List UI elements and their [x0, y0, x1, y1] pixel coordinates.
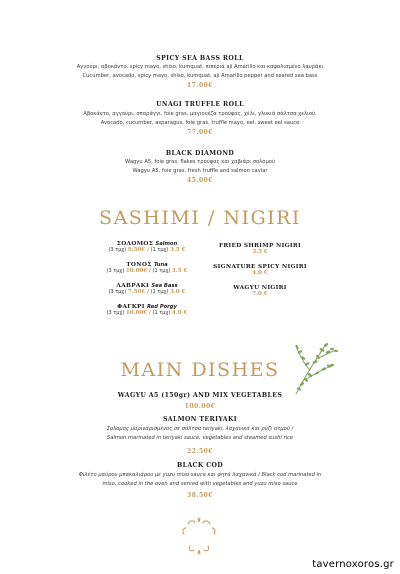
dish-price: 17.00€	[187, 82, 213, 89]
price: 10.00€	[125, 310, 148, 316]
price: 3.5 €	[169, 247, 186, 253]
nigiri-name: SIGNATURE SPICY NIGIRI	[213, 264, 307, 270]
nigiri-item	[200, 285, 320, 297]
dish-name: BLACK DIAMOND	[165, 150, 235, 157]
nigiri-name: WAGYU NIGIRI	[233, 285, 287, 291]
separator: /	[148, 310, 151, 316]
section-title-sashimi: SASHIMI / NIGIRI	[99, 207, 301, 229]
dish-desc-en: Wagyu A5, foie gras, fresh truffle and salmon caviar	[132, 168, 268, 174]
price: 7.50€	[127, 289, 146, 295]
dish-price: 45.00€	[187, 177, 213, 184]
dish-desc-gr: Wagyu A5, foie gras, flakes τρούφας και χαβιάρι σολομού	[125, 159, 275, 165]
sashimi-sub: Sea Bass	[151, 283, 178, 289]
sashimi-sub: Tuna	[153, 262, 168, 268]
nigiri-item	[200, 264, 320, 276]
sashimi-item	[92, 283, 202, 295]
dish-desc-en: Avocado, cucumber, asparagus, foie gras, truffle mayo, eel, sweet eel sauce	[100, 120, 300, 126]
separator: /	[146, 289, 149, 295]
qty-label: (1 τμχ)	[150, 247, 169, 253]
dish-desc-en: Salmon marinated in teriyaki sauce, vegetables and steamed sushi rice	[106, 435, 294, 441]
qty-label: (3 τμχ)	[108, 247, 127, 253]
ornament-icon	[178, 516, 220, 556]
sashimi-name: ΦΑΓΚΡΙ	[117, 304, 145, 310]
dish-price: 38.50€	[187, 492, 213, 499]
qty-label: (3 τμχ)	[106, 310, 125, 316]
watermark-text: tavernoxoros.gr	[312, 559, 394, 570]
separator: /	[146, 247, 149, 253]
sashimi-name: ΛΑΒΡΑΚΙ	[116, 283, 150, 289]
qty-label: (1 τμχ)	[150, 289, 169, 295]
price: 3.5 €	[171, 268, 188, 274]
qty-label: (1 τμχ)	[152, 310, 171, 316]
dish-name: UNAGI TRUFFLE ROLL	[156, 101, 244, 108]
dish-desc-gr: Σολομός μαριναρισμένος σε σάλτσα teriyaki, λαχανικά και ρύζι ατμού /	[106, 426, 294, 432]
nigiri-price: 7.0 €	[252, 291, 268, 297]
dish-desc-en: miso, cooked in the oven and served with vegetables and yuzu miso sauce	[102, 481, 298, 487]
sashimi-name: ΣΟΛΟΜΟΣ	[116, 241, 154, 247]
dish-name: BLACK COD	[176, 462, 224, 469]
price: 4.0 €	[171, 310, 188, 316]
nigiri-price: 3.5 €	[252, 249, 268, 255]
nigiri-price: 4.0 €	[252, 270, 268, 276]
dish-name: SALMON TERIYAKI	[162, 416, 238, 423]
sashimi-item	[92, 241, 202, 253]
separator: /	[148, 268, 151, 274]
dish-price: 100.00€	[184, 403, 216, 410]
dish-desc-gr: Αγγούρι, αβοκάντο, spicy mayo, shiso, kumquat, πιπεριά aji Amarillo και καψαλισμένο λαυράκι	[76, 64, 324, 70]
sashimi-sub: Red Porgy	[147, 304, 177, 310]
dish-desc-gr: Φιλέτο μαύρου μπακαλιάρου με yuzu miso sauce και ψητά λαχανικά / Black cod marinated in	[78, 472, 322, 478]
qty-label: (3 τμχ)	[108, 289, 127, 295]
nigiri-name: FRIED SHRIMP NIGIRI	[219, 243, 301, 249]
dish-desc-gr: Αβοκάντο, αγγούρι, σπαράγγι, foie gras, μαγιονέζα τρούφας, χέλι, γλυκιά σάλτσα χελιού.	[83, 111, 317, 117]
dish-desc-en: Cucumber, avocado, spicy mayo, shiso, kumquat, aji Amarillo pepper and seared sea bass	[82, 73, 318, 79]
sashimi-item	[92, 262, 202, 274]
price: 3.0 €	[169, 289, 186, 295]
nigiri-item	[200, 243, 320, 255]
price: 10.00€	[125, 268, 148, 274]
sashimi-sub: Salmon	[155, 241, 178, 247]
qty-label: (3 τμχ)	[106, 268, 125, 274]
section-title-main: MAIN DISHES	[120, 359, 280, 381]
sashimi-name: ΤΟΝΟΣ	[126, 262, 152, 268]
qty-label: (1 τμχ)	[152, 268, 171, 274]
price: 9.50€	[127, 247, 146, 253]
dish-name: WAGYU A5 (150gr) AND MIX VEGETABLES	[117, 392, 283, 399]
sashimi-item	[92, 304, 202, 316]
dish-name: SPICY SEA BASS ROLL	[156, 55, 244, 62]
dish-price: 77.00€	[187, 129, 213, 136]
dish-price: 22.50€	[187, 448, 213, 455]
